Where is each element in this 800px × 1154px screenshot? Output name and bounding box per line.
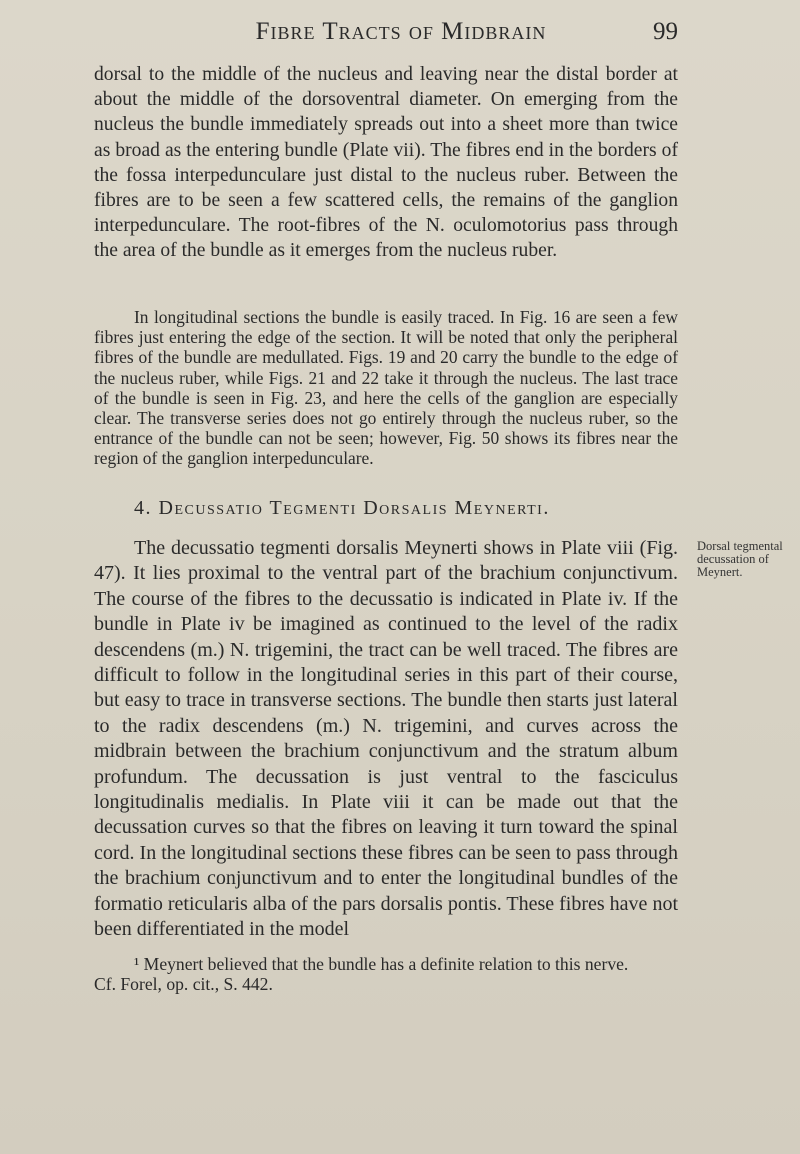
paragraph-1: dorsal to the middle of the nucleus and leaving near the distal border at about the middle of the dorsoventral diameter. On emerging from the nucleus the bundle immediately spreads out into a sheet more than twice as broad as the entering bundle (Plate vii). The fibres end in the borders of the fossa interpedunculare just distal to the nucleus ruber. Between the fibres are to be seen a few scattered cells, the remains of the ganglion interpedunculare. The root-fibres of the N. oculomotorius pass through the area of the bundle as it emerges from the nucleus ruber.	[94, 64, 678, 262]
paragraph-2: In longitudinal sections the bundle is easily traced. In Fig. 16 are seen a few fibres just entering the edge of the section. It will be noted that only the peripheral fibres of the bundle are medullated. Figs. 19 and 20 carry the bundle to the edge of the nucleus ruber, while Figs. 21 and 22 take it through the nucleus. The last trace of the bundle is seen in Fig. 23, and here the cells of the ganglion are especially clear. The transverse series does not go entirely through the nucleus ruber, so the entrance of the bundle can not be seen; however, Fig. 50 shows its fibres near the region of the ganglion interpedunculare.	[94, 307, 678, 469]
running-title: Fibre Tracts of Midbrain	[255, 18, 547, 45]
footnote	[94, 955, 684, 994]
footnote-line-1: ¹ Meynert believed that the bundle has a definite relation to this nerve.	[134, 954, 629, 974]
page-header	[94, 18, 678, 46]
margin-note: Dorsal tegmental decussation of Meynert.	[697, 539, 783, 579]
section-heading: 4. Decussatio Tegmenti Dorsalis Meynerti.	[134, 497, 550, 519]
footnote-line-2: Cf. Forel, op. cit., S. 442.	[94, 973, 273, 994]
page-number: 99	[653, 18, 678, 45]
paragraph-3: The decussatio tegmenti dorsalis Meynerti shows in Plate viii (Fig. 47). It lies proximal to the ventral part of the brachium conjunctivum. The course of the fibres to the decussatio is indicated in Plate iv. If the bundle in Plate iv be imagined as continued to the level of the radix descendens (m.) N. trigemini, the tract can be well traced. The fibres are difficult to follow in the longitudinal series in this part of their course, but easy to trace in transverse sections. The bundle then starts just lateral to the radix descendens (m.) N. trigemini, and curves across the midbrain between the brachium conjunctivum and the stratum album profundum. The decussation is just ventral to the fasciculus longitudinalis medialis. In Plate viii it can be made out that the decussation curves so that the fibres on leaving it turn toward the spinal cord. In the longitudinal sections these fibres can be seen to pass through the brachium conjunctivum and to enter the longitudinal bundles of the formatio reticularis alba of the pars dorsalis pontis. These fibres have not been differentiated in the model	[94, 537, 678, 941]
